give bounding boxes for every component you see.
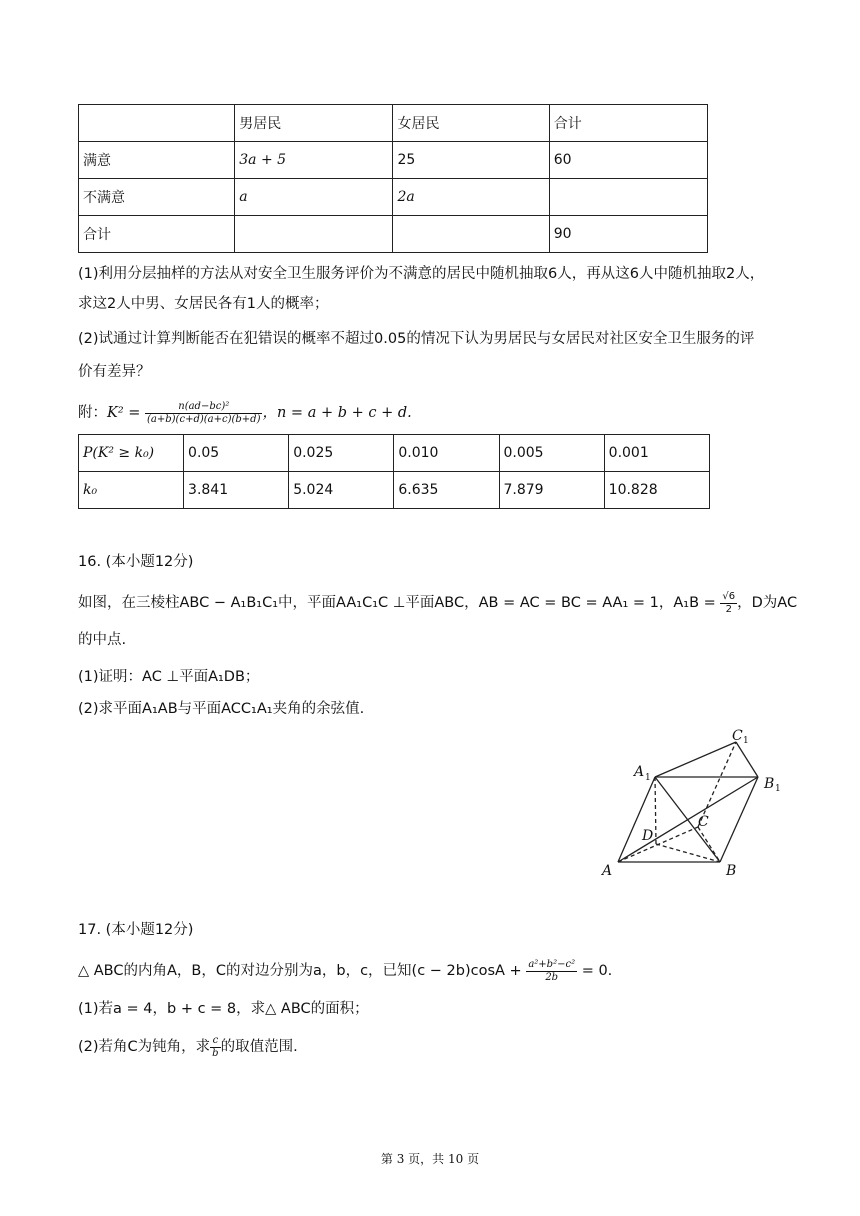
label-A1: A (634, 764, 645, 780)
q16-line1 (78, 590, 797, 616)
edge-C1B1 (736, 742, 758, 777)
q17-part2-fraction (210, 1035, 220, 1060)
table-cell: 满意 (79, 142, 235, 179)
table-cell: 6.635 (394, 472, 499, 509)
table-cell (393, 216, 549, 253)
q15-part2-line1: (2)试通过计算判断能否在犯错误的概率不超过0.05的情况下认为男居民与女居民对社区安全卫生服务的评 (78, 331, 755, 347)
formula-lhs: K² = (107, 405, 141, 421)
table-cell: 男居民 (235, 105, 393, 142)
q16-line1-text: 如图，在三棱柱ABC − A₁B₁C₁中，平面AA₁C₁C ⊥平面ABC，AB = AC = BC = AA₁ = 1，A₁B = (78, 595, 716, 611)
table-cell: 10.828 (604, 472, 709, 509)
table-cell: 0.005 (499, 435, 604, 472)
label-D: D (642, 828, 654, 844)
label-A1-sub: 1 (645, 773, 651, 783)
q17-frac-numerator: a²+b²−c² (528, 958, 576, 970)
q17-part2-denominator: b (212, 1047, 219, 1059)
table-cell: P(K² ≥ k₀) (79, 435, 184, 472)
label-A: A (602, 863, 613, 879)
page-footer: 第 3 页，共 10 页 (380, 1152, 480, 1166)
q17-part2-text: (2)若角C为钝角，求 (78, 1039, 211, 1055)
table-row (79, 105, 708, 142)
label-B1-sub: 1 (775, 784, 781, 794)
table-cell: 0.010 (394, 435, 499, 472)
q16-part1: (1)证明：AC ⊥平面A₁DB； (78, 669, 260, 685)
table-cell (235, 216, 393, 253)
table-cell: 2a (393, 179, 549, 216)
appendix-label: 附： (78, 405, 107, 421)
sqrt-fraction (720, 591, 737, 616)
table-cell: 25 (393, 142, 549, 179)
formula-fraction (145, 401, 262, 426)
table-cell: 女居民 (393, 105, 549, 142)
q17-line1 (78, 958, 612, 984)
table-cell: 0.05 (184, 435, 289, 472)
table-row (79, 435, 710, 472)
q17-line1-text: △ ABC的内角A，B，C的对边分别为a，b，c，已知(c − 2b)cosA + (78, 963, 522, 979)
table-cell: 不满意 (79, 179, 235, 216)
q16-line2: 的中点. (78, 632, 127, 648)
table-cell (79, 105, 235, 142)
table-cell: 90 (549, 216, 707, 253)
q17-heading: 17. (本小题12分) (78, 922, 194, 938)
q17-part2 (78, 1034, 298, 1060)
q15-part1-line1: (1)利用分层抽样的方法从对安全卫生服务评价为不满意的居民中随机抽取6人，再从这6人中随机抽取2人， (78, 266, 765, 282)
q16-part2: (2)求平面A₁AB与平面ACC₁A₁夹角的余弦值. (78, 701, 365, 717)
sqrt-numerator: √6 (722, 590, 736, 602)
q17-part2-numerator: c (210, 1035, 220, 1048)
formula-denominator: (a+b)(c+d)(a+c)(b+d) (147, 413, 261, 425)
q15-appendix-formula (78, 400, 412, 426)
formula-tail: ，n = a + b + c + d. (262, 405, 412, 421)
table-cell (549, 179, 707, 216)
table-row (79, 142, 708, 179)
label-C1-sub: 1 (743, 736, 749, 746)
prism-figure (590, 722, 790, 884)
table-cell: 0.025 (289, 435, 394, 472)
q17-part2-tail: 的取值范围. (220, 1039, 298, 1055)
table-row (79, 179, 708, 216)
table-cell: 3.841 (184, 472, 289, 509)
survey-table (78, 104, 708, 253)
edge-BB1 (720, 777, 758, 862)
q17-part1: (1)若a = 4，b + c = 8，求△ ABC的面积； (78, 1001, 369, 1017)
table-cell: 60 (549, 142, 707, 179)
q15-part2-line2: 价有差异？ (78, 364, 151, 380)
label-B1: B (764, 776, 775, 792)
q17-fraction (526, 959, 577, 984)
table-cell: 3a + 5 (235, 142, 393, 179)
label-C1: C (732, 728, 743, 744)
edge-AA1 (618, 777, 655, 862)
q17-frac-denominator: 2b (545, 971, 559, 983)
edge-CB (698, 827, 720, 862)
q15-part1-line2: 求这2人中男、女居民各有1人的概率； (78, 296, 329, 312)
table-cell: 合计 (549, 105, 707, 142)
table-cell: 合计 (79, 216, 235, 253)
table-cell: a (235, 179, 393, 216)
q16-line1-tail: ，D为AC (737, 595, 798, 611)
formula-numerator: n(ad−bc)² (145, 401, 262, 414)
table-cell: k₀ (79, 472, 184, 509)
edge-A1C1 (655, 742, 736, 777)
edge-A1D (655, 777, 656, 844)
q17-line1-tail: = 0. (581, 963, 613, 979)
table-cell: 0.001 (604, 435, 709, 472)
table-row (79, 472, 710, 509)
table-row (79, 216, 708, 253)
table-cell: 7.879 (499, 472, 604, 509)
critical-value-table (78, 434, 710, 509)
edge-AB1 (618, 777, 758, 862)
q16-heading: 16. (本小题12分) (78, 554, 194, 570)
label-B: B (726, 863, 737, 879)
table-cell: 5.024 (289, 472, 394, 509)
sqrt-denominator: 2 (725, 603, 732, 615)
label-C: C (698, 814, 709, 830)
